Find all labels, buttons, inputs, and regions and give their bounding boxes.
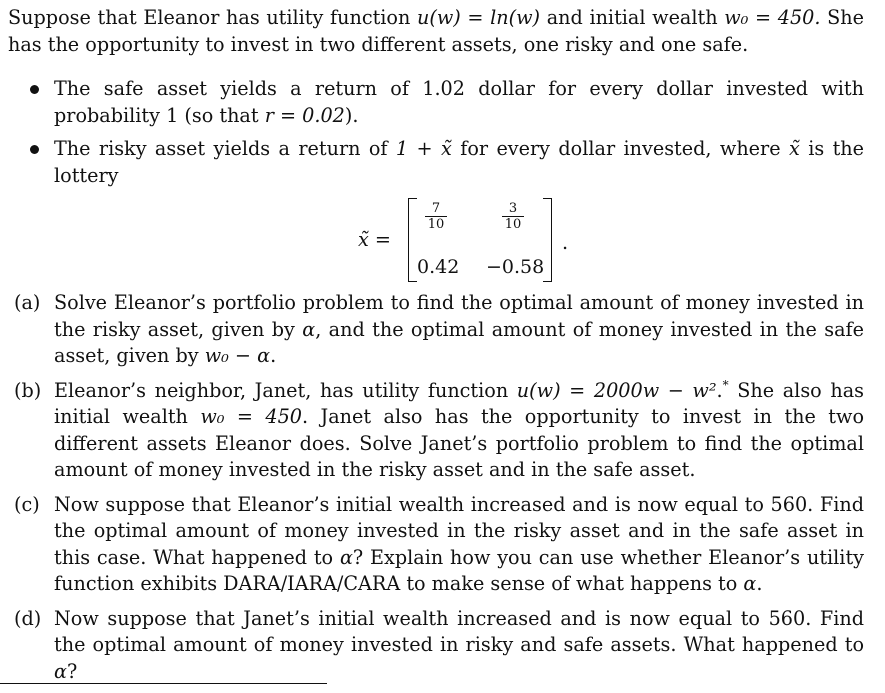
outcome-2: −0.58 [486,256,545,278]
lottery-period: . [562,231,569,254]
janet-utility-math: u(w) = 2000w − w² [516,378,717,402]
question-part-a [8,290,864,370]
lottery-matrix [408,198,552,282]
janet-wealth-math: w₀ = 450 [200,405,302,428]
part-text: , and the optimal amount of money invested in the safe asset, given by [54,317,864,367]
bullet-text: The risky asset yields a return of [54,137,396,160]
part-text: ? Explain how you can use whether Eleanor’s utility function exhibits DARA/IARA/CARA to make sense of what happens to [54,545,864,595]
probability-1 [425,202,447,231]
list-item-risky-asset [8,136,864,189]
alpha-symbol: α [339,545,353,569]
part-text: Now suppose that Janet’s initial wealth increased and is now equal to 560. Find the optimal amount of money invested in risky and safe assets. What happened to [54,606,864,656]
alpha-symbol: α [302,317,316,341]
bullet-text: for every dollar invested, where [451,137,789,160]
question-parts [8,290,864,685]
bullet-icon [30,145,39,154]
part-text: She also has initial wealth [54,378,864,428]
part-text: . Janet also has the opportunity to invest in the two different assets Eleanor does. Solve Janet’s portfolio problem to find the optimal amount of money invested in the risky asset and in the safe asset. [54,405,864,481]
part-label: (d) [14,606,42,630]
part-label: (b) [14,378,42,402]
safe-rate-math: r = 0.02 [264,103,345,127]
lottery-lhs: x̃ = [358,228,391,251]
bullet-icon [30,85,39,94]
probability-2 [502,202,524,231]
list-item-safe-asset [8,76,864,129]
question-part-d [8,606,864,686]
question-part-c [8,492,864,598]
part-text: Now suppose that Eleanor’s initial wealth increased and is now equal to 560. Find the optimal amount of money invested in the risky asset and in the safe asset in this case. What happened to [54,492,864,569]
probability-1-numerator: 7 [431,201,441,216]
footnote-mark[interactable]: * [722,377,729,392]
asset-list [8,76,864,189]
intro-paragraph [8,5,864,58]
part-label: (c) [14,492,40,516]
part-text: . [756,572,763,595]
intro-text: Suppose that Eleanor has utility function [8,6,417,29]
initial-wealth-math: w₀ = 450. [724,6,821,29]
part-label: (a) [14,291,41,314]
outcome-1: 0.42 [417,256,460,278]
risky-return-math: 1 + x̃ [395,137,452,160]
part-text: ? [66,659,78,683]
problem-page [8,5,864,693]
probability-2-numerator: 3 [508,201,518,216]
part-text: . [716,378,723,402]
probability-2-denominator: 10 [504,217,522,232]
safe-amount-math: w₀ − α [204,344,271,367]
intro-text: and initial wealth [540,6,725,29]
footnote-divider [0,683,327,684]
part-text: Eleanor’s neighbor, Janet, has utility function [54,378,517,402]
utility-function-math: u(w) = ln(w) [417,6,541,29]
question-part-b [8,378,864,484]
alpha-symbol: α [54,659,67,683]
right-bracket [543,198,552,282]
intro-text: She has the opportunity to invest in two different assets, one risky and one safe. [8,6,864,56]
bullet-text: is the lottery [54,137,864,187]
lottery-symbol: x̃ [788,137,800,160]
left-bracket [408,198,417,282]
part-text: . [270,344,277,367]
alpha-symbol: α [743,572,757,595]
probability-1-denominator: 10 [427,217,445,232]
bullet-text: The safe asset yields a return of 1.02 dollar for every dollar invested with probability 1 (so that [54,77,864,127]
lottery-display [8,196,864,288]
bullet-text: ). [344,103,359,127]
part-text: Solve Eleanor’s portfolio problem to find the optimal amount of money invested in the risky asset, given by [54,291,864,341]
